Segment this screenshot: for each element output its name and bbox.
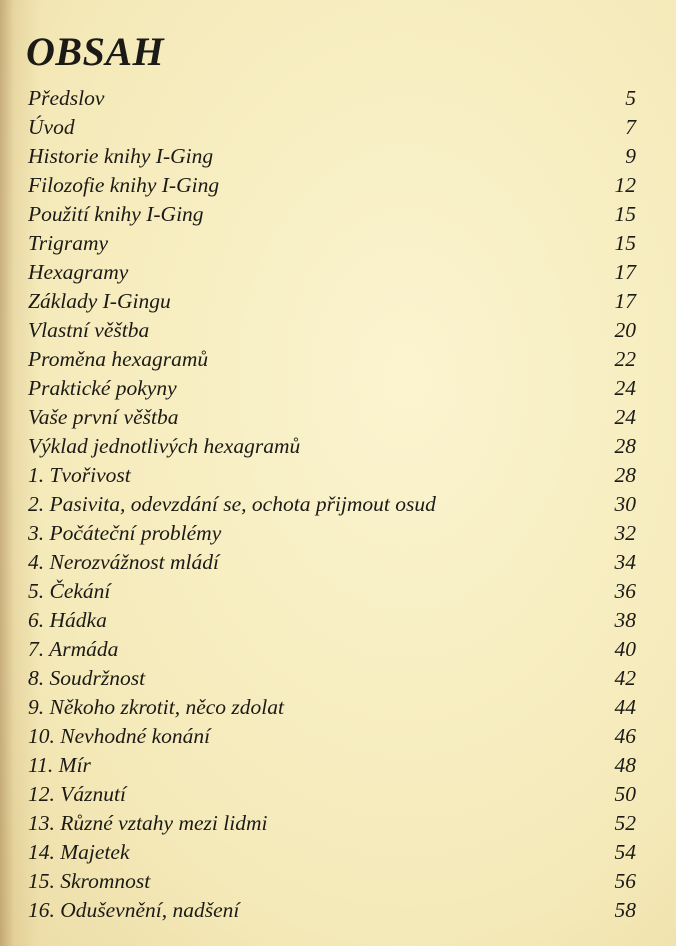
toc-entry-title: 5. Čekání: [28, 579, 111, 603]
toc-entry-title: 10. Nevhodné konání: [28, 724, 211, 748]
toc-entry-page-number: 42: [614, 666, 636, 690]
toc-entry: [28, 577, 636, 606]
toc-entry-title: 9. Někoho zkrotit, něco zdolat: [28, 695, 284, 719]
toc-entry: [28, 838, 636, 867]
toc-entry-title: Základy I-Gingu: [28, 289, 171, 313]
toc-entry-page-number: 56: [614, 869, 636, 893]
toc-entry: [28, 84, 636, 113]
toc-entry-title: 16. Oduševnění, nadšení: [28, 898, 240, 922]
toc-entry-title: Předslov: [28, 86, 105, 110]
toc-entry-page-number: 9: [625, 144, 636, 168]
page-title: OBSAH: [26, 29, 165, 74]
toc-entry: [28, 490, 636, 519]
toc-entry-title: 4. Nerozvážnost mládí: [28, 550, 219, 574]
toc-entry-title: Úvod: [28, 115, 75, 139]
toc-entry: [28, 229, 636, 258]
toc-entry-page-number: 34: [614, 550, 636, 574]
toc-entry-page-number: 30: [614, 492, 636, 516]
toc-entry-page-number: 15: [614, 231, 636, 255]
toc-entry: [28, 432, 636, 461]
toc-entry: [28, 809, 636, 838]
toc-entry-title: 1. Tvořivost: [28, 463, 131, 487]
toc-entry: [28, 693, 636, 722]
toc-entry-title: 8. Soudržnost: [28, 666, 146, 690]
toc-entry-title: 15. Skromnost: [28, 869, 151, 893]
toc-entry-title: 6. Hádka: [28, 608, 107, 632]
toc-entry: [28, 258, 636, 287]
toc-entry-page-number: 15: [614, 202, 636, 226]
toc-entry-page-number: 28: [614, 434, 636, 458]
toc-entry-page-number: 28: [614, 463, 636, 487]
toc-entry: [28, 287, 636, 316]
toc-entry: [28, 519, 636, 548]
toc-entry: [28, 896, 636, 925]
toc-entry-page-number: 20: [614, 318, 636, 342]
toc-entry-page-number: 44: [614, 695, 636, 719]
toc-entry: [28, 403, 636, 432]
toc-entry: [28, 461, 636, 490]
toc-entry-title: Praktické pokyny: [28, 376, 177, 400]
toc-entry: [28, 345, 636, 374]
toc-entry: [28, 374, 636, 403]
table-of-contents: [28, 84, 636, 925]
toc-entry: [28, 200, 636, 229]
toc-entry: [28, 606, 636, 635]
toc-entry: [28, 548, 636, 577]
toc-entry: [28, 171, 636, 200]
toc-entry-title: Vlastní věštba: [28, 318, 150, 342]
toc-entry-title: 2. Pasivita, odevzdání se, ochota přijmout osud: [28, 492, 436, 516]
toc-entry-page-number: 5: [625, 86, 636, 110]
toc-entry-page-number: 50: [614, 782, 636, 806]
toc-entry-page-number: 36: [614, 579, 636, 603]
toc-entry: [28, 751, 636, 780]
toc-entry-page-number: 17: [614, 289, 636, 313]
toc-entry-page-number: 17: [614, 260, 636, 284]
toc-entry: [28, 664, 636, 693]
toc-entry-page-number: 54: [614, 840, 636, 864]
toc-entry-title: 7. Armáda: [28, 637, 119, 661]
toc-entry: [28, 635, 636, 664]
toc-entry-title: Hexagramy: [28, 260, 129, 284]
toc-entry-title: Filozofie knihy I-Ging: [28, 173, 220, 197]
toc-entry-page-number: 38: [614, 608, 636, 632]
toc-entry-page-number: 22: [614, 347, 636, 371]
toc-entry-title: 14. Majetek: [28, 840, 130, 864]
toc-entry-title: Historie knihy I-Ging: [28, 144, 214, 168]
toc-entry-page-number: 52: [614, 811, 636, 835]
toc-entry-page-number: 24: [614, 376, 636, 400]
toc-entry-page-number: 48: [614, 753, 636, 777]
toc-entry: [28, 722, 636, 751]
toc-entry-title: Proměna hexagramů: [28, 347, 209, 371]
toc-entry: [28, 113, 636, 142]
toc-entry-title: 11. Mír: [28, 753, 91, 777]
toc-entry-page-number: 58: [614, 898, 636, 922]
toc-entry-title: 13. Různé vztahy mezi lidmi: [28, 811, 268, 835]
toc-entry-page-number: 40: [614, 637, 636, 661]
toc-entry-page-number: 12: [614, 173, 636, 197]
toc-entry-title: Výklad jednotlivých hexagramů: [28, 434, 301, 458]
toc-entry-title: Vaše první věštba: [28, 405, 179, 429]
toc-entry: [28, 780, 636, 809]
toc-entry-title: 3. Počáteční problémy: [28, 521, 222, 545]
toc-entry-title: Použití knihy I-Ging: [28, 202, 204, 226]
toc-entry-title: 12. Váznutí: [28, 782, 126, 806]
toc-entry-title: Trigramy: [28, 231, 109, 255]
toc-entry-page-number: 46: [614, 724, 636, 748]
toc-entry-page-number: 32: [614, 521, 636, 545]
toc-entry-page-number: 7: [625, 115, 636, 139]
toc-entry: [28, 142, 636, 171]
toc-entry-page-number: 24: [614, 405, 636, 429]
toc-entry: [28, 316, 636, 345]
toc-entry: [28, 867, 636, 896]
